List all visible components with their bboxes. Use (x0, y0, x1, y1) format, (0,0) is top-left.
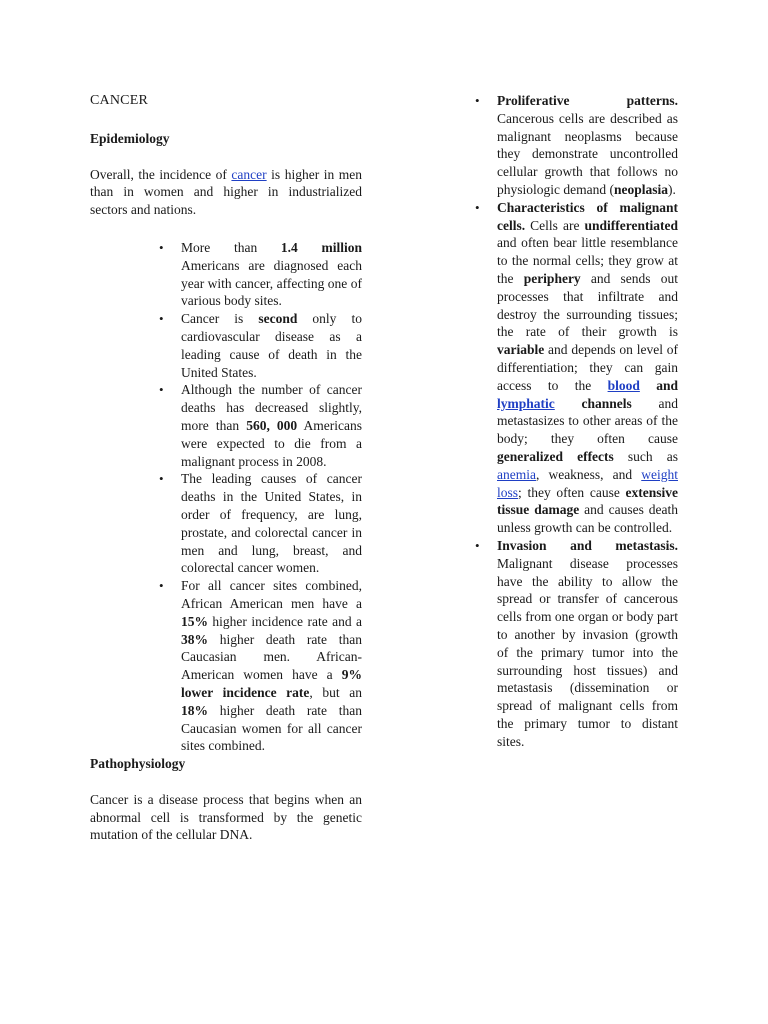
bullet-3-bold: 560, 000 (246, 417, 298, 433)
periphery-bold: periphery (523, 270, 581, 286)
bullet-5-bold-2: 38% (181, 631, 208, 647)
extensive-tissue-damage-bold: extensive tissue damage (497, 484, 678, 518)
right-bullet-3-text: Malignant disease processes have the ability to allow the spread or transfer of cancerous cells from one organ or body part to another by invasion (growth of the primary tumor into the surrounding host tissues) and metastasis (dissemination or spread of malignant cells from the primary tumor to distant sites. (497, 555, 678, 749)
epidemiology-heading: Epidemiology (90, 130, 170, 146)
right-bullet-1 (497, 92, 678, 199)
intro-text-2: is higher in men than in women and higher in industrialized sectors and nations. (90, 166, 362, 218)
bullet-2-bold: second (258, 311, 298, 327)
channels-bold: channels (554, 395, 632, 411)
left-column (90, 92, 362, 864)
right-bullet-2-text-3: and sends out processes that infiltrate and destroy the surrounding tissues; the rate of their growth is (497, 270, 678, 340)
right-column (470, 92, 678, 750)
neoplasia-bold: neoplasia (613, 181, 668, 197)
bullet-item-5 (181, 577, 362, 755)
bullet-5-text-2: higher incidence rate and a (208, 613, 362, 629)
bullet-item-1 (181, 239, 362, 310)
undifferentiated-bold: undifferentiated (584, 217, 678, 233)
bullet-3-text: Although the number of cancer deaths has decreased slightly, more than (181, 382, 362, 433)
bullet-5-bold-4: 18% (181, 702, 208, 718)
variable-bold: variable (497, 342, 545, 358)
bullet-2-text-2: only to cardiovascular disease as a leading cause of death in the United States. (181, 311, 362, 380)
right-bullet-1-text: Cancerous cells are described as malignant neoplasms because they demonstrate uncontrolled cellular growth that follows no physiologic demand ( (497, 110, 678, 197)
right-bullet-2-text-5: and metastasizes to other areas of the body; they often cause (497, 395, 678, 447)
right-bullet-1-text-2: ). (668, 181, 676, 197)
bullet-1-text: More than (181, 239, 281, 255)
bullet-5-text: For all cancer sites combined, African American men have a (181, 578, 362, 611)
invasion-metastasis-bold: Invasion and metastasis. (497, 537, 678, 553)
blood-link[interactable]: blood (607, 377, 640, 393)
epidemiology-bullet-list (181, 239, 362, 755)
right-bullet-3 (497, 537, 678, 751)
and-bold: and (639, 377, 678, 393)
bullet-2-text: Cancer is (181, 311, 259, 327)
cancer-link[interactable]: cancer (231, 166, 267, 182)
anemia-link[interactable]: anemia (497, 466, 536, 482)
bullet-5-bold-3: 9% lower incidence rate (181, 667, 362, 700)
right-bullet-2-text-8: ; they often cause (518, 484, 626, 500)
bullet-1-bold: 1.4 million (280, 239, 362, 255)
lymphatic-link[interactable]: lymphatic (497, 395, 555, 411)
right-bullet-2 (497, 199, 678, 537)
right-bullet-2-text-2: and often bear little resemblance to the normal cells; they grow at the (497, 235, 678, 286)
proliferative-patterns-bold: Proliferative patterns. (497, 93, 678, 108)
bullet-item-2 (181, 310, 362, 381)
intro-paragraph (90, 166, 362, 219)
bullet-3-text-2: Americans were expected to die from a malignant process in 2008. (181, 417, 363, 469)
intro-text-1: Overall, the incidence of (90, 166, 232, 182)
right-bullet-2-text-6: such as (613, 448, 678, 464)
bullet-item-4 (181, 470, 362, 577)
right-bullet-2-text-4: and depends on level of differentiation; they can gain access to the (497, 342, 678, 393)
right-bullet-2-text-9: and causes death unless growth can be controlled. (497, 502, 678, 536)
pathophysiology-bullet-list (497, 92, 678, 750)
bullet-5-text-3: higher death rate than Caucasian men. African-American women have a (181, 631, 362, 683)
bullet-5-text-4: , but an (309, 684, 362, 700)
weight-loss-link[interactable]: weight loss (497, 466, 678, 500)
bullet-item-3 (181, 381, 362, 470)
bullet-1-text-2: Americans are diagnosed each year with cancer, affecting one of various body sites. (181, 257, 362, 309)
bullet-4-text: The leading causes of cancer deaths in the United States, in order of frequency, are lung, prostate, and colorectal cancer in men and lung, breast, and colorectal cancer women. (181, 471, 362, 576)
pathophysiology-heading: Pathophysiology (90, 756, 186, 772)
right-bullet-2-text: Cells are (525, 217, 585, 233)
bullet-5-bold-1: 15% (181, 613, 208, 629)
document-title: CANCER (90, 93, 148, 108)
characteristics-bold: Characteristics of malignant cells. (497, 199, 678, 233)
bullet-5-text-5: higher death rate than Caucasian women for all cancer sites combined. (181, 702, 362, 754)
pathophysiology-paragraph: Cancer is a disease process that begins when an abnormal cell is transformed by the genetic mutation of the cellular DNA. (90, 791, 362, 843)
right-bullet-2-text-7: , weakness, and (535, 466, 642, 482)
generalized-effects-bold: generalized effects (497, 448, 614, 464)
